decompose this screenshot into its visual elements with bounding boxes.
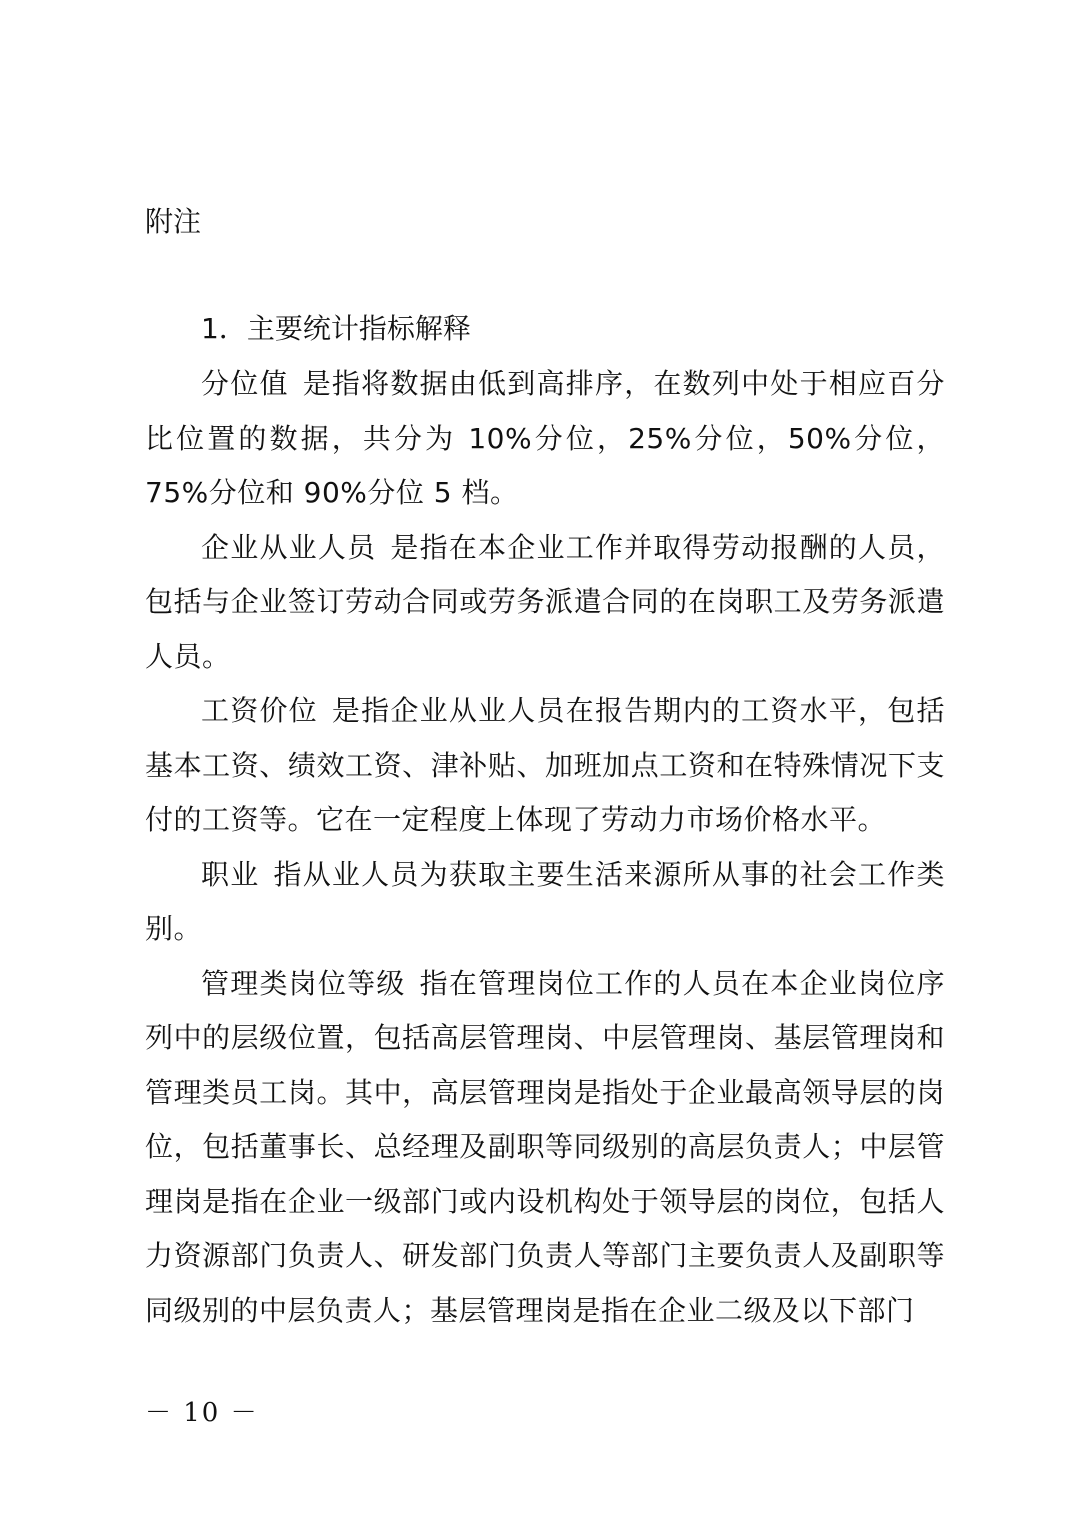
definitions-body bbox=[145, 357, 945, 1338]
section-title: 1．主要统计指标解释 bbox=[201, 312, 471, 345]
definition-text: 指从业人员为获取主要生活来源所从事的社会工作类别。 bbox=[145, 857, 945, 945]
definition-text: 是指企业从业人员在报告期内的工资水平，包括基本工资、绩效工资、津补贴、加班加点工资和在特殊情况下支付的工资等。它在一定程度上体现了劳动力市场价格水平。 bbox=[145, 694, 945, 836]
definition-term: 职业 bbox=[201, 857, 260, 891]
definition-paragraph bbox=[145, 521, 945, 685]
definition-text: 指在管理岗位工作的人员在本企业岗位序列中的层级位置，包括高层管理岗、中层管理岗、基层管理岗和管理类员工岗。其中，高层管理岗是指处于企业最高领导层的岗位，包括董事长、总经理及副职等同级别的高层负责人；中层管理岗是指在企业一级部门或内设机构处于领导层的岗位，包括人力资源部门负责人、研发部门负责人等部门主要负责人及副职等同级别的中层负责人；基层管理岗是指在企业二级及以下部门 bbox=[145, 966, 945, 1327]
definition-term: 企业从业人员 bbox=[201, 530, 377, 564]
page-heading: 附注 bbox=[145, 205, 202, 238]
definition-term: 分位值 bbox=[201, 367, 289, 400]
definition-paragraph bbox=[145, 357, 945, 521]
definition-text: 是指将数据由低到高排序，在数列中处于相应百分比位置的数据，共分为 10%分位，25%分位，50%分位，75%分位和 90%分位 5 档。 bbox=[145, 367, 945, 509]
definition-term: 管理类岗位等级 bbox=[201, 966, 406, 1000]
definition-paragraph bbox=[145, 848, 945, 957]
page-number: － 10 － bbox=[145, 1398, 259, 1428]
definition-text: 是指在本企业工作并取得劳动报酬的人员，包括与企业签订劳动合同或劳务派遣合同的在岗职工及劳务派遣人员。 bbox=[145, 530, 945, 673]
definition-term: 工资价位 bbox=[201, 694, 318, 727]
definition-paragraph bbox=[145, 957, 945, 1339]
definition-paragraph bbox=[145, 684, 945, 848]
